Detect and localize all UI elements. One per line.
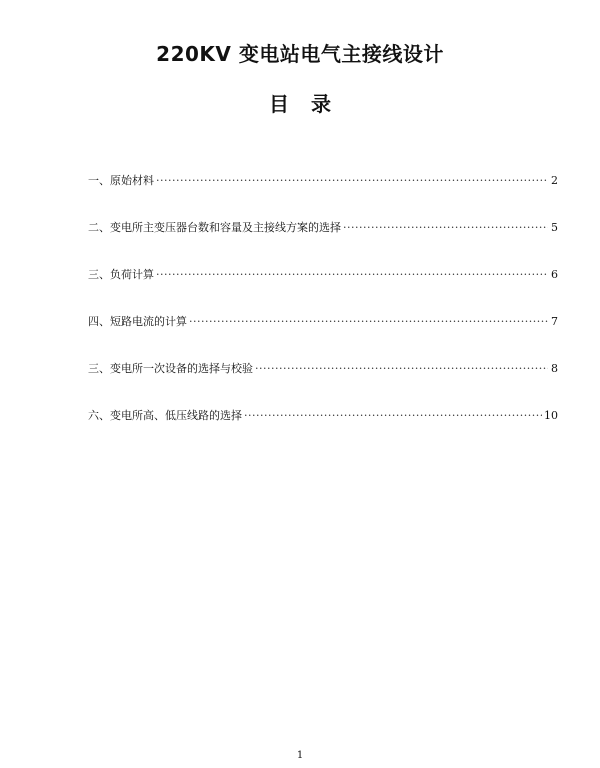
toc-entry-label: 六、变电所高、低压线路的选择 (88, 409, 242, 422)
toc-entry[interactable] (88, 172, 558, 188)
toc-entry-page: 2 (551, 174, 558, 187)
toc-entry-label: 三、变电所一次设备的选择与校验 (88, 362, 253, 375)
toc-entry[interactable] (88, 266, 558, 282)
toc-entry[interactable] (88, 360, 558, 376)
toc-entry[interactable] (88, 219, 558, 235)
toc-entry-page: 10 (544, 409, 558, 422)
toc-dot-leader (189, 315, 548, 328)
toc-dot-leader (156, 174, 548, 187)
toc-entry-label: 一、原始材料 (88, 174, 154, 187)
page-number: 1 (296, 750, 304, 761)
toc-dot-leader (343, 221, 548, 234)
toc-dot-leader (156, 268, 548, 281)
toc-entry[interactable] (88, 313, 558, 329)
toc-entry-label: 三、负荷计算 (88, 268, 154, 281)
toc-entry[interactable] (88, 407, 558, 423)
toc-entry-page: 5 (551, 221, 558, 234)
document-title: 220KV 变电站电气主接线设计 (156, 42, 444, 66)
toc-dot-leader (244, 409, 542, 422)
table-of-contents (88, 172, 558, 454)
toc-entry-label: 二、变电所主变压器台数和容量及主接线方案的选择 (88, 221, 341, 234)
toc-entry-page: 6 (551, 268, 558, 281)
toc-entry-label: 四、短路电流的计算 (88, 315, 187, 328)
toc-entry-page: 7 (551, 315, 558, 328)
toc-entry-page: 8 (551, 362, 558, 375)
toc-heading: 目录 (269, 92, 353, 116)
toc-dot-leader (255, 362, 548, 375)
